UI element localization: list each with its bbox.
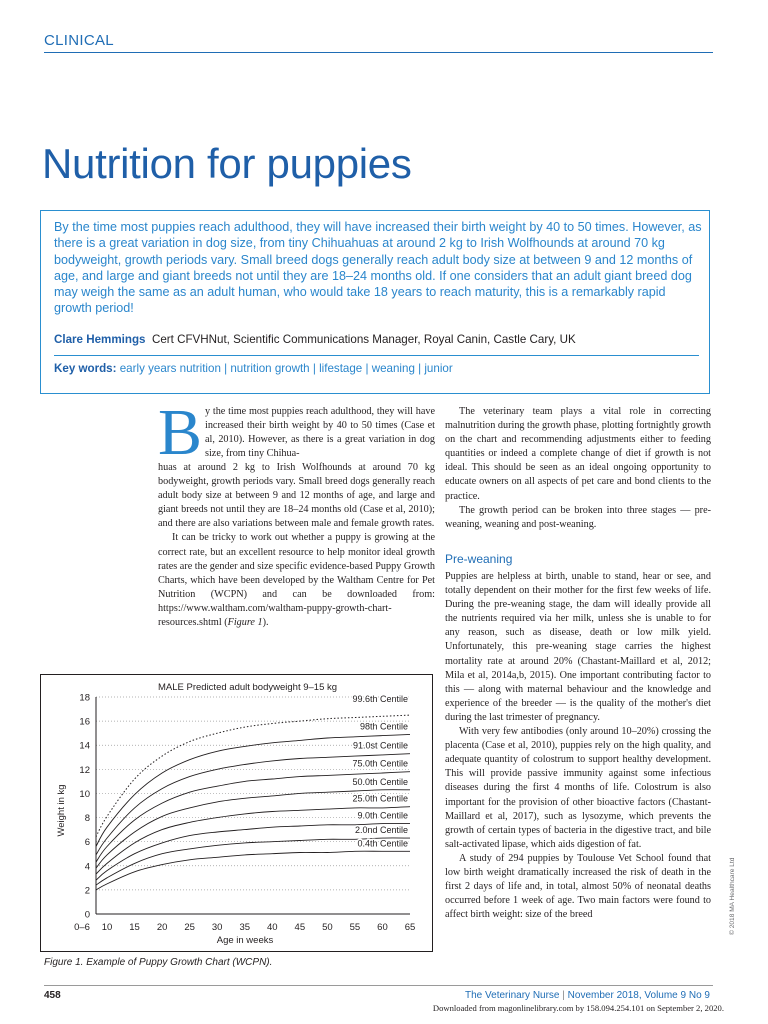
x-tick-label: 40 [266,922,278,933]
x-tick-label: 15 [129,922,140,933]
keywords-list: early years nutrition | nutrition growth | lifestage | weaning | junior [119,362,453,375]
centile-label: 25.0th Centile [352,793,408,804]
x-tick-label: 25 [184,922,195,933]
x-tick-label: 65 [404,922,416,933]
y-tick-label: 6 [84,837,90,849]
x-tick-label: 0–6 [74,922,90,933]
x-tick-label: 50 [322,922,333,933]
intro-text [158,461,435,630]
growth-chart-paragraph [158,531,435,630]
copyright-notice: © 2018 MA Healthcare Ltd [729,857,736,935]
author-line [54,333,702,346]
keywords-label: Key words: [54,362,117,375]
keywords-line [54,362,702,375]
x-tick-label: 45 [294,922,306,933]
y-tick-label: 18 [79,692,90,704]
centile-label: 50.0th Centile [352,776,408,787]
paragraph-end: ). [262,617,269,629]
y-tick-label: 0 [84,909,90,921]
centile-line [96,851,410,890]
section-label: CLINICAL [44,32,114,49]
intro-paragraph-rest: huas at around 2 kg to Irish Wolfhounds at around 70 kg bodyweight, growth periods vary. Small breed dogs generally reach adult body size at between 9 and 12 months of age, and large and giant breeds not until they are 18–24 months old (Case et al, 2010); and there are also variations between male and female growth rates. [158,462,435,530]
drop-cap: B [158,396,203,469]
centile-label: 75.0th Centile [352,758,408,769]
issue-date: November 2018, [567,990,642,1001]
pre-weaning-text [445,570,711,922]
paragraph-text: It can be tricky to work out whether a puppy is growing at the correct rate, but an excellent resource to help monitor ideal growth rates are the gender and size specific evidence-based Puppy Growth Charts, which have been developed by the Waltham Centre for Pet Nutrition (WCPN) and can be downloaded from: https://www.waltham.com/waltham-puppy-growth-chart-resources.shtml ( [158,532,435,629]
pre-weaning-paragraph-3: A study of 294 puppies by Toulouse Vet School found that low birth weight dramatically increased the risk of death in the first 2 days of life and, in total, almost 50% of neonatal deaths occurred before 1 week of age. Two main factors were found to affect birth weight: size of the breed [445,852,711,921]
chart-title: MALE Predicted adult bodyweight 9–15 kg [158,682,338,693]
x-tick-label: 35 [239,922,251,933]
x-tick-label: 55 [349,922,361,933]
y-tick-label: 8 [84,813,90,825]
y-axis-label: Weight in kg [56,784,67,837]
centile-label: 98th Centile [359,721,408,732]
figure-caption: Figure 1. Example of Puppy Growth Chart (WCPN). [44,957,273,968]
volume-issue: Volume 9 No 9 [644,990,710,1001]
y-tick-label: 16 [79,716,90,728]
y-tick-label: 14 [79,740,90,752]
article-title: Nutrition for puppies [42,140,412,187]
vet-team-paragraph: The veterinary team plays a vital role in correcting malnutrition during the growth phase, plotting fortnightly growth on the chart and recommending adjustments either to feeding quantities or indeed a complete change of diet if growth is not ideal. This should be seen as an ideal ongoing opportunity to educate owners on all aspects of pet care and bond clients to the practice. [445,406,711,502]
footer-journal: The Veterinary Nurse | November 2018, Volume 9 No 9 [465,990,710,1001]
journal-name: The Veterinary Nurse [465,990,560,1001]
x-tick-label: 10 [101,922,113,933]
figure-reference: Figure 1 [227,617,263,629]
pre-weaning-paragraph-2: With very few antibodies (only around 10–20%) crossing the placenta (Case et al, 2010), puppies rely on the high quality, and adequate quantity of colostrum to support healthy development. This will provide passive immunity against some infectious diseases during the first 4 months of life. Colostrum is also important for the provision of other bioactive factors (Chastant-Maillard et al, 2017), such as lysozyme, which prevents the growth of certain types of bacteria in the digestive tract, and bile salt-activated lipase, which aids digestion of fat. [445,726,711,850]
page-number: 458 [44,990,61,1001]
centile-label: 2.0nd Centile [354,825,408,836]
x-tick-label: 20 [156,922,168,933]
growth-chart [40,674,433,952]
download-note: Downloaded from magonlinelibrary.com by 158.094.254.101 on September 2, 2020. [432,1003,724,1013]
centile-label: 99.6th Centile [352,694,408,705]
y-tick-label: 10 [79,788,90,800]
y-tick-label: 4 [84,861,90,873]
pre-weaning-heading: Pre-weaning [445,552,513,566]
lead-paragraph: y the time most puppies reach adulthood, they will have increased their birth weight by 40 to 50 times (Case et al, 2010). However, as there is a great variation in dog size, from tiny Chihua- [205,406,435,460]
centile-label: 0.4th Centile [357,838,408,849]
x-tick-label: 30 [211,922,223,933]
right-column-intro [445,405,711,532]
author-name: Clare Hemmings [54,333,146,346]
x-axis-label: Age in weeks [216,935,274,946]
pre-weaning-paragraph-1: Puppies are helpless at birth, unable to stand, hear or see, and totally dependent on their mother for the first few weeks of life. During the pre-weaning stage, the dam will ideally provide all the nutrients required via her milk, unless she is unable to for any reason, such as disease, death or low milk yield. Unfortunately, this pre-weaning stage carries the highest mortality rate at around 20% (Chastant-Maillard et al, 2012; Mila et al, 2014a,b, 2015). One important contributing factor to this — along with maternal behaviour and the knowledge and experience of the breeder — is the quality of the mother's diet during the last trimester of pregnancy. [445,571,711,723]
header-rule [44,52,713,53]
author-details: Cert CFVHNut, Scientific Communications Manager, Royal Canin, Castle Cary, UK [151,333,576,346]
growth-stages-paragraph: The growth period can be broken into three stages — pre-weaning, weaning and post-weaning. [445,504,711,530]
x-tick-label: 60 [377,922,388,933]
abstract-divider [54,355,699,356]
footer-rule [44,985,713,986]
centile-label: 9.0th Centile [357,810,408,821]
y-tick-label: 2 [84,885,90,897]
centile-label: 91.0st Centile [352,740,408,751]
abstract-text: By the time most puppies reach adulthood, they will have increased their birth weight by 40 to 50 times. However, as there is a great variation in dog size, from tiny Chihuahuas at around 2 kg to Irish Wolfhounds at around 70 kg bodyweight, growth periods vary. Small breed dogs generally reach adult body size at between 9 and 12 months of age, and large and giant breeds not until they are 18–24 months old. If one considers that an adult giant breed dog may weigh the same as an adult human, who would take 18 years to reach maturity, this is a remarkably rapid growth period! [54,220,702,316]
y-tick-label: 12 [79,764,90,776]
